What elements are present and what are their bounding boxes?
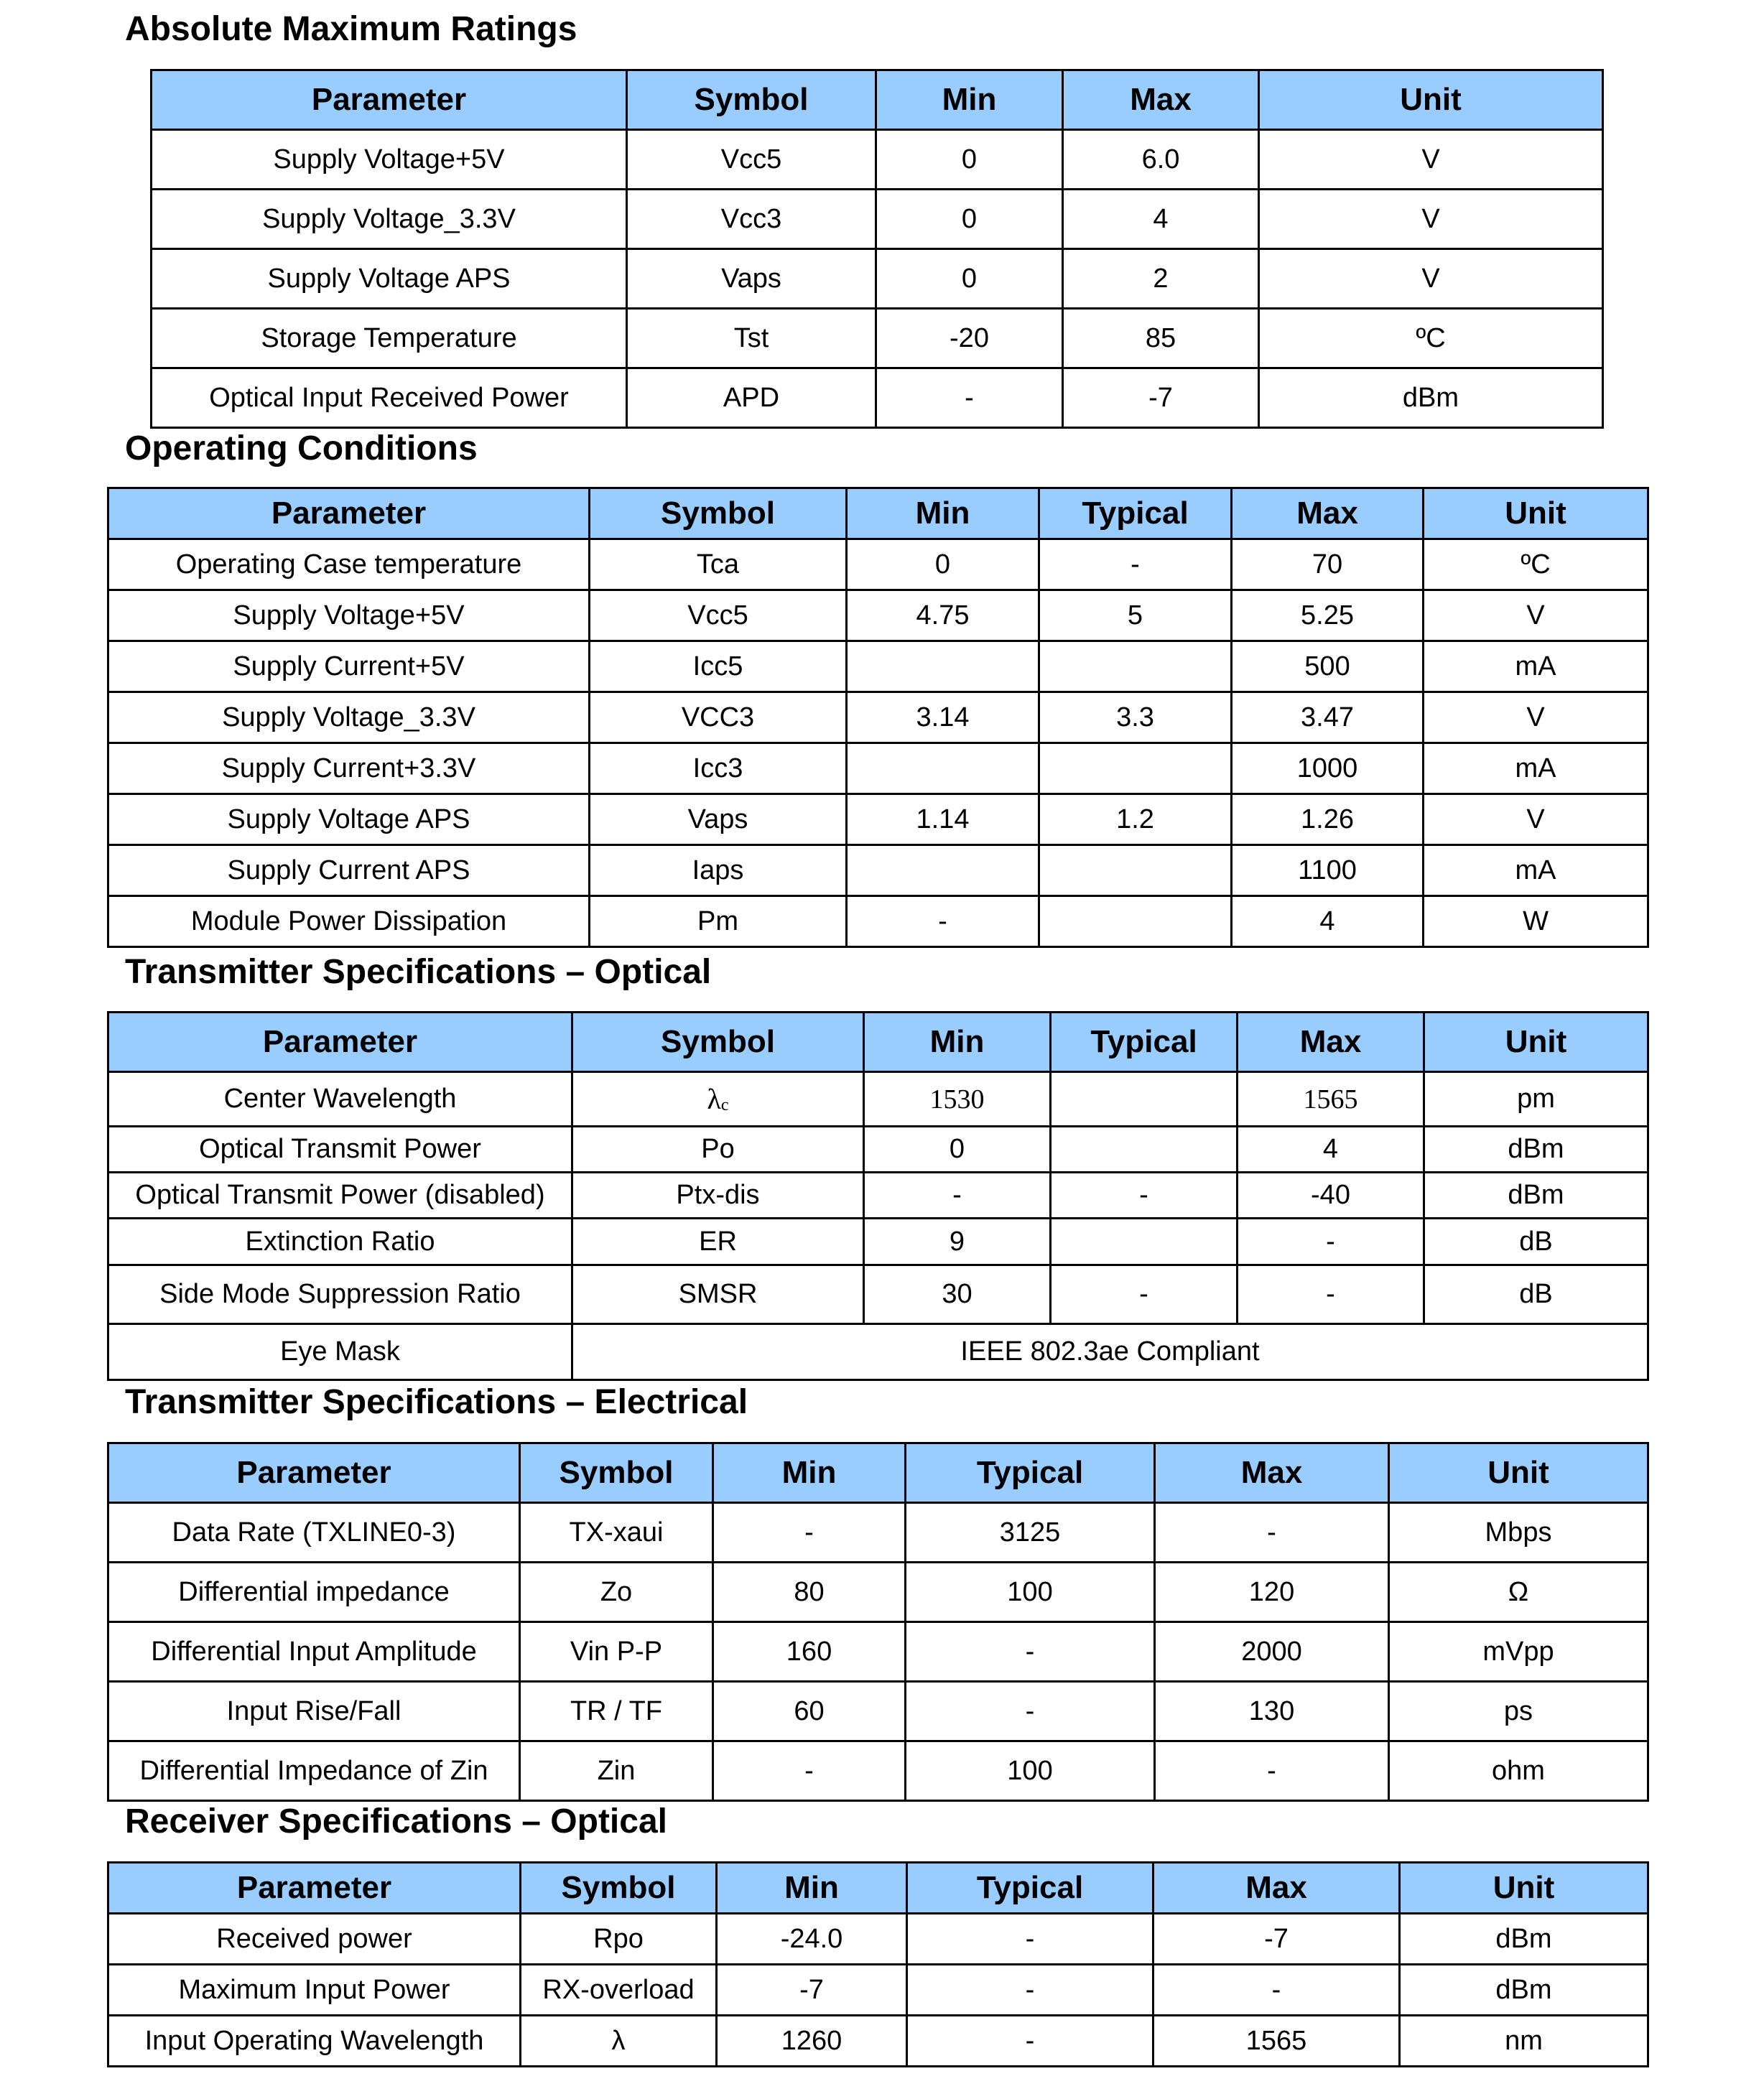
- symbol-cell: Icc5: [590, 641, 847, 692]
- min-cell: -: [847, 896, 1039, 947]
- min-cell: 0: [864, 1127, 1051, 1173]
- table-row: [108, 1324, 1648, 1380]
- column-header: Parameter: [108, 1863, 521, 1914]
- table-row: [108, 1173, 1648, 1219]
- max-cell: 5.25: [1232, 590, 1424, 641]
- column-header: Unit: [1259, 70, 1603, 130]
- typical-cell: 5: [1039, 590, 1232, 641]
- symbol-cell: Pm: [590, 896, 847, 947]
- column-header: Max: [1153, 1863, 1400, 1914]
- min-cell: 0: [876, 130, 1063, 190]
- unit-cell: mA: [1424, 641, 1648, 692]
- unit-cell: dB: [1424, 1265, 1648, 1324]
- min-cell: -: [864, 1173, 1051, 1219]
- table-row: [108, 539, 1648, 590]
- table-rx-optical: [107, 1861, 1649, 2067]
- typical-cell: -: [907, 1965, 1153, 2016]
- min-cell: [847, 743, 1039, 794]
- max-cell: 6.0: [1063, 130, 1259, 190]
- table-operating-conditions: [107, 487, 1649, 948]
- unit-cell: mVpp: [1389, 1622, 1648, 1682]
- max-cell: 85: [1063, 309, 1259, 368]
- column-header: Typical: [1051, 1013, 1238, 1072]
- max-cell: 500: [1232, 641, 1424, 692]
- column-header: Parameter: [108, 1443, 520, 1503]
- symbol-cell: Zo: [520, 1563, 713, 1622]
- table-tx-electrical: [107, 1442, 1649, 1802]
- unit-cell: ºC: [1424, 539, 1648, 590]
- typical-cell: [1039, 896, 1232, 947]
- min-cell: 30: [864, 1265, 1051, 1324]
- table-row: [108, 1682, 1648, 1741]
- symbol-cell: Ptx-dis: [572, 1173, 864, 1219]
- unit-cell: ºC: [1259, 309, 1603, 368]
- section-title-operating-conditions: Operating Conditions: [125, 429, 478, 467]
- max-cell: -40: [1238, 1173, 1424, 1219]
- column-header: Unit: [1424, 488, 1648, 539]
- table-row: [108, 794, 1648, 845]
- min-cell: -24.0: [717, 1914, 907, 1965]
- max-cell: 1.26: [1232, 794, 1424, 845]
- table-absolute-max: [150, 69, 1604, 429]
- max-cell: 4: [1063, 190, 1259, 249]
- min-cell: 0: [876, 249, 1063, 309]
- min-cell: 9: [864, 1219, 1051, 1265]
- typical-cell: 100: [906, 1741, 1155, 1801]
- typical-cell: [1051, 1127, 1238, 1173]
- parameter-cell: Maximum Input Power: [108, 1965, 521, 2016]
- parameter-cell: Storage Temperature: [152, 309, 627, 368]
- typical-cell: -: [907, 1914, 1153, 1965]
- table-row: [108, 896, 1648, 947]
- unit-cell: dBm: [1424, 1173, 1648, 1219]
- table-row: [108, 590, 1648, 641]
- table-header-row: [108, 1863, 1648, 1914]
- table-header-row: [152, 70, 1603, 130]
- table-tx-optical: [107, 1011, 1649, 1381]
- parameter-cell: Supply Voltage+5V: [152, 130, 627, 190]
- max-cell: -7: [1153, 1914, 1400, 1965]
- typical-cell: -: [1051, 1173, 1238, 1219]
- typical-cell: [1039, 845, 1232, 896]
- table-row: [108, 1127, 1648, 1173]
- min-cell: 1530: [864, 1072, 1051, 1127]
- max-cell: 1000: [1232, 743, 1424, 794]
- column-header: Symbol: [627, 70, 876, 130]
- min-cell: 0: [876, 190, 1063, 249]
- min-cell: [847, 641, 1039, 692]
- max-cell: 1100: [1232, 845, 1424, 896]
- symbol-cell: Iaps: [590, 845, 847, 896]
- parameter-cell: Differential Impedance of Zin: [108, 1741, 520, 1801]
- typical-cell: -: [1039, 539, 1232, 590]
- symbol-cell: Tca: [590, 539, 847, 590]
- symbol-cell: VCC3: [590, 692, 847, 743]
- column-header: Min: [864, 1013, 1051, 1072]
- column-header: Parameter: [108, 488, 590, 539]
- parameter-cell: Differential impedance: [108, 1563, 520, 1622]
- table-row: [108, 1914, 1648, 1965]
- min-cell: -7: [717, 1965, 907, 2016]
- parameter-cell: Input Operating Wavelength: [108, 2016, 521, 2067]
- column-header: Parameter: [152, 70, 627, 130]
- symbol-cell: Icc3: [590, 743, 847, 794]
- max-cell: 130: [1155, 1682, 1389, 1741]
- table-header-row: [108, 488, 1648, 539]
- parameter-cell: Side Mode Suppression Ratio: [108, 1265, 572, 1324]
- typical-cell: 100: [906, 1563, 1155, 1622]
- column-header: Unit: [1424, 1013, 1648, 1072]
- max-cell: 2000: [1155, 1622, 1389, 1682]
- column-header: Symbol: [520, 1443, 713, 1503]
- table-row: [108, 1265, 1648, 1324]
- symbol-cell: Tst: [627, 309, 876, 368]
- table-row: [108, 692, 1648, 743]
- table-row: [108, 1072, 1648, 1127]
- typical-cell: 3.3: [1039, 692, 1232, 743]
- symbol-cell: Po: [572, 1127, 864, 1173]
- table-row: [152, 190, 1603, 249]
- unit-cell: pm: [1424, 1072, 1648, 1127]
- typical-cell: -: [907, 2016, 1153, 2067]
- max-cell: 1565: [1238, 1072, 1424, 1127]
- symbol-cell: ER: [572, 1219, 864, 1265]
- max-cell: 4: [1238, 1127, 1424, 1173]
- eye-mask-value-cell: IEEE 802.3ae Compliant: [572, 1324, 1648, 1380]
- column-header: Symbol: [521, 1863, 717, 1914]
- parameter-cell: Optical Transmit Power: [108, 1127, 572, 1173]
- typical-cell: [1039, 641, 1232, 692]
- column-header: Min: [717, 1863, 907, 1914]
- unit-cell: dBm: [1259, 368, 1603, 428]
- column-header: Unit: [1400, 1863, 1648, 1914]
- column-header: Max: [1155, 1443, 1389, 1503]
- unit-cell: ps: [1389, 1682, 1648, 1741]
- unit-cell: V: [1259, 190, 1603, 249]
- column-header: Min: [847, 488, 1039, 539]
- min-cell: 160: [713, 1622, 906, 1682]
- symbol-cell: Zin: [520, 1741, 713, 1801]
- max-cell: 4: [1232, 896, 1424, 947]
- unit-cell: V: [1424, 794, 1648, 845]
- typical-cell: -: [906, 1622, 1155, 1682]
- table-row: [108, 1965, 1648, 2016]
- max-cell: -: [1238, 1219, 1424, 1265]
- typical-cell: 1.2: [1039, 794, 1232, 845]
- table-row: [152, 249, 1603, 309]
- unit-cell: mA: [1424, 743, 1648, 794]
- unit-cell: dBm: [1400, 1965, 1648, 2016]
- min-cell: -: [713, 1503, 906, 1563]
- min-cell: 1.14: [847, 794, 1039, 845]
- section-title-tx-electrical: Transmitter Specifications – Electrical: [125, 1383, 748, 1421]
- typical-cell: -: [906, 1682, 1155, 1741]
- column-header: Parameter: [108, 1013, 572, 1072]
- symbol-cell: Vcc3: [627, 190, 876, 249]
- parameter-cell: Center Wavelength: [108, 1072, 572, 1127]
- typical-cell: [1039, 743, 1232, 794]
- max-cell: 2: [1063, 249, 1259, 309]
- column-header: Symbol: [572, 1013, 864, 1072]
- unit-cell: V: [1259, 249, 1603, 309]
- parameter-cell: Optical Input Received Power: [152, 368, 627, 428]
- parameter-cell: Supply Voltage APS: [108, 794, 590, 845]
- table-row: [108, 1563, 1648, 1622]
- column-header: Typical: [1039, 488, 1232, 539]
- max-cell: 70: [1232, 539, 1424, 590]
- column-header: Min: [876, 70, 1063, 130]
- table-row: [108, 1622, 1648, 1682]
- symbol-cell: RX-overload: [521, 1965, 717, 2016]
- column-header: Max: [1063, 70, 1259, 130]
- section-title-absolute-max: Absolute Maximum Ratings: [125, 10, 577, 48]
- min-cell: 1260: [717, 2016, 907, 2067]
- parameter-cell: Received power: [108, 1914, 521, 1965]
- parameter-cell: Data Rate (TXLINE0-3): [108, 1503, 520, 1563]
- column-header: Min: [713, 1443, 906, 1503]
- min-cell: 80: [713, 1563, 906, 1622]
- typical-cell: 3125: [906, 1503, 1155, 1563]
- min-cell: [847, 845, 1039, 896]
- max-cell: 120: [1155, 1563, 1389, 1622]
- parameter-cell: Supply Voltage+5V: [108, 590, 590, 641]
- symbol-cell: Vcc5: [627, 130, 876, 190]
- typical-cell: [1051, 1072, 1238, 1127]
- symbol-cell: APD: [627, 368, 876, 428]
- section-title-tx-optical: Transmitter Specifications – Optical: [125, 953, 712, 991]
- symbol-cell: Vcc5: [590, 590, 847, 641]
- max-cell: -: [1238, 1265, 1424, 1324]
- parameter-cell: Differential Input Amplitude: [108, 1622, 520, 1682]
- parameter-cell: Extinction Ratio: [108, 1219, 572, 1265]
- unit-cell: V: [1424, 692, 1648, 743]
- table-row: [108, 845, 1648, 896]
- table-row: [108, 1219, 1648, 1265]
- table-row: [152, 368, 1603, 428]
- column-header: Max: [1232, 488, 1424, 539]
- min-cell: 4.75: [847, 590, 1039, 641]
- column-header: Unit: [1389, 1443, 1648, 1503]
- parameter-cell: Module Power Dissipation: [108, 896, 590, 947]
- max-cell: -7: [1063, 368, 1259, 428]
- unit-cell: dBm: [1424, 1127, 1648, 1173]
- symbol-cell: SMSR: [572, 1265, 864, 1324]
- max-cell: 3.47: [1232, 692, 1424, 743]
- min-cell: 0: [847, 539, 1039, 590]
- table-header-row: [108, 1443, 1648, 1503]
- table-row: [152, 309, 1603, 368]
- table-row: [108, 1741, 1648, 1801]
- table-row: [152, 130, 1603, 190]
- parameter-cell: Supply Current+5V: [108, 641, 590, 692]
- min-cell: -20: [876, 309, 1063, 368]
- section-title-rx-optical: Receiver Specifications – Optical: [125, 1802, 667, 1841]
- typical-cell: [1051, 1219, 1238, 1265]
- table-row: [108, 1503, 1648, 1563]
- parameter-cell: Input Rise/Fall: [108, 1682, 520, 1741]
- parameter-cell: Supply Current+3.3V: [108, 743, 590, 794]
- unit-cell: dB: [1424, 1219, 1648, 1265]
- min-cell: 3.14: [847, 692, 1039, 743]
- min-cell: -: [876, 368, 1063, 428]
- table-row: [108, 641, 1648, 692]
- max-cell: 1565: [1153, 2016, 1400, 2067]
- max-cell: -: [1155, 1503, 1389, 1563]
- table-row: [108, 743, 1648, 794]
- symbol-cell: λ: [521, 2016, 717, 2067]
- column-header: Typical: [906, 1443, 1155, 1503]
- symbol-cell: Vaps: [627, 249, 876, 309]
- parameter-cell: Supply Voltage_3.3V: [152, 190, 627, 249]
- unit-cell: mA: [1424, 845, 1648, 896]
- min-cell: -: [713, 1741, 906, 1801]
- max-cell: -: [1153, 1965, 1400, 2016]
- symbol-cell: [572, 1072, 864, 1127]
- unit-cell: W: [1424, 896, 1648, 947]
- column-header: Symbol: [590, 488, 847, 539]
- unit-cell: nm: [1400, 2016, 1648, 2067]
- parameter-cell: Supply Voltage APS: [152, 249, 627, 309]
- unit-cell: V: [1424, 590, 1648, 641]
- unit-cell: ohm: [1389, 1741, 1648, 1801]
- column-header: Max: [1238, 1013, 1424, 1072]
- symbol-cell: TX-xaui: [520, 1503, 713, 1563]
- symbol-cell: Rpo: [521, 1914, 717, 1965]
- parameter-cell: Supply Current APS: [108, 845, 590, 896]
- symbol-cell: Vin P-P: [520, 1622, 713, 1682]
- lambda-symbol: λ: [707, 1083, 721, 1115]
- unit-cell: dBm: [1400, 1914, 1648, 1965]
- lambda-subscript: c: [720, 1096, 729, 1115]
- min-cell: 60: [713, 1682, 906, 1741]
- typical-cell: -: [1051, 1265, 1238, 1324]
- table-header-row: [108, 1013, 1648, 1072]
- unit-cell: Mbps: [1389, 1503, 1648, 1563]
- parameter-cell: Operating Case temperature: [108, 539, 590, 590]
- table-row: [108, 2016, 1648, 2067]
- unit-cell: V: [1259, 130, 1603, 190]
- parameter-cell: Supply Voltage_3.3V: [108, 692, 590, 743]
- parameter-cell: Optical Transmit Power (disabled): [108, 1173, 572, 1219]
- symbol-cell: TR / TF: [520, 1682, 713, 1741]
- symbol-cell: Vaps: [590, 794, 847, 845]
- parameter-cell: Eye Mask: [108, 1324, 572, 1380]
- column-header: Typical: [907, 1863, 1153, 1914]
- max-cell: -: [1155, 1741, 1389, 1801]
- unit-cell: Ω: [1389, 1563, 1648, 1622]
